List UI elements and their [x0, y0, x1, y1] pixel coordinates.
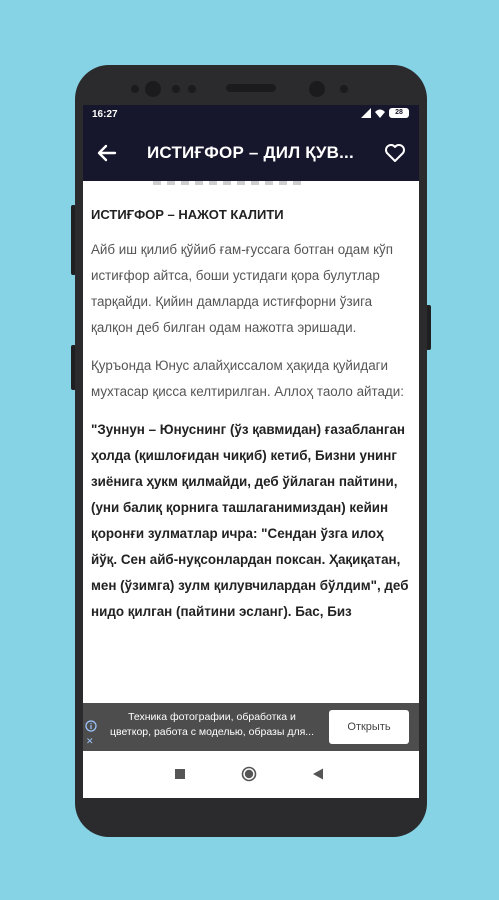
info-icon[interactable] — [85, 720, 97, 732]
article-heading: ИСТИҒФОР – НАЖОТ КАЛИТИ — [91, 207, 284, 222]
square-icon[interactable] — [175, 769, 185, 779]
signal-icon — [361, 108, 371, 118]
article-content[interactable] — [83, 181, 419, 701]
status-icons — [361, 108, 409, 118]
wifi-icon — [375, 108, 385, 118]
article-paragraph: Қуръонда Юнус алайҳиссалом ҳақида қуйидаги мухтасар қисса келтирилган. Аллоҳ таоло айтади: — [91, 358, 404, 399]
ad-text-line: цветкор, работа с моделью, образы для... — [109, 726, 315, 738]
arrow-left-icon[interactable] — [95, 141, 119, 165]
status-bar — [83, 105, 419, 125]
sensor-icon — [172, 85, 180, 93]
front-camera-icon — [145, 81, 161, 97]
ad-open-button[interactable]: Открыть — [329, 710, 409, 744]
sensor-icon — [340, 85, 348, 93]
heart-outline-icon[interactable] — [383, 141, 407, 165]
battery-icon: 28 — [389, 108, 409, 118]
system-nav-bar — [83, 751, 419, 798]
sensor-icon — [131, 85, 139, 93]
triangle-back-icon[interactable] — [312, 768, 324, 780]
close-icon[interactable]: ✕ — [86, 736, 94, 746]
page-title: ИСТИҒФОР – ДИЛ ҚУВ... — [147, 143, 354, 162]
earpiece-speaker — [226, 84, 276, 92]
ad-banner[interactable] — [83, 703, 419, 751]
phone-screen — [83, 105, 419, 798]
status-time: 16:27 — [92, 109, 118, 120]
sensor-icon — [188, 85, 196, 93]
article-quote: "Зуннун – Юнуснинг (ўз қавмидан) ғазабланган ҳолда (қишлоғидан чиқиб) кетиб, Бизни унинг зиёнига ҳукм қилмайди, деб ўйлаган пайтини, (уни балиқ қорнига ташлаганимиздан) кейин қоронғи зулматлар ичра: "Сендан ўзга илоҳ йўқ. Сен айб-нуқсонлардан поксан. Ҳақиқатан, мен (ўзимга) зулм қилувчилардан бўлдим", деб нидо қилган (пайтини эсланг). Бас, Биз — [91, 422, 409, 619]
ad-text — [99, 710, 325, 740]
clipped-text-line — [153, 181, 303, 185]
ad-text-line: Техника фотографии, обработка и — [128, 711, 296, 723]
circle-icon[interactable] — [241, 766, 257, 782]
proximity-sensor-icon — [309, 81, 325, 97]
article-paragraph: Айб иш қилиб қўйиб ғам-ғуссага ботган одам кўп истиғфор айтса, боши устидаги қора булутлар тарқайди. Қийин дамларда истиғфорни ўзига қалқон деб билган одам нажотга эришади. — [91, 242, 393, 335]
app-bar — [83, 125, 419, 181]
